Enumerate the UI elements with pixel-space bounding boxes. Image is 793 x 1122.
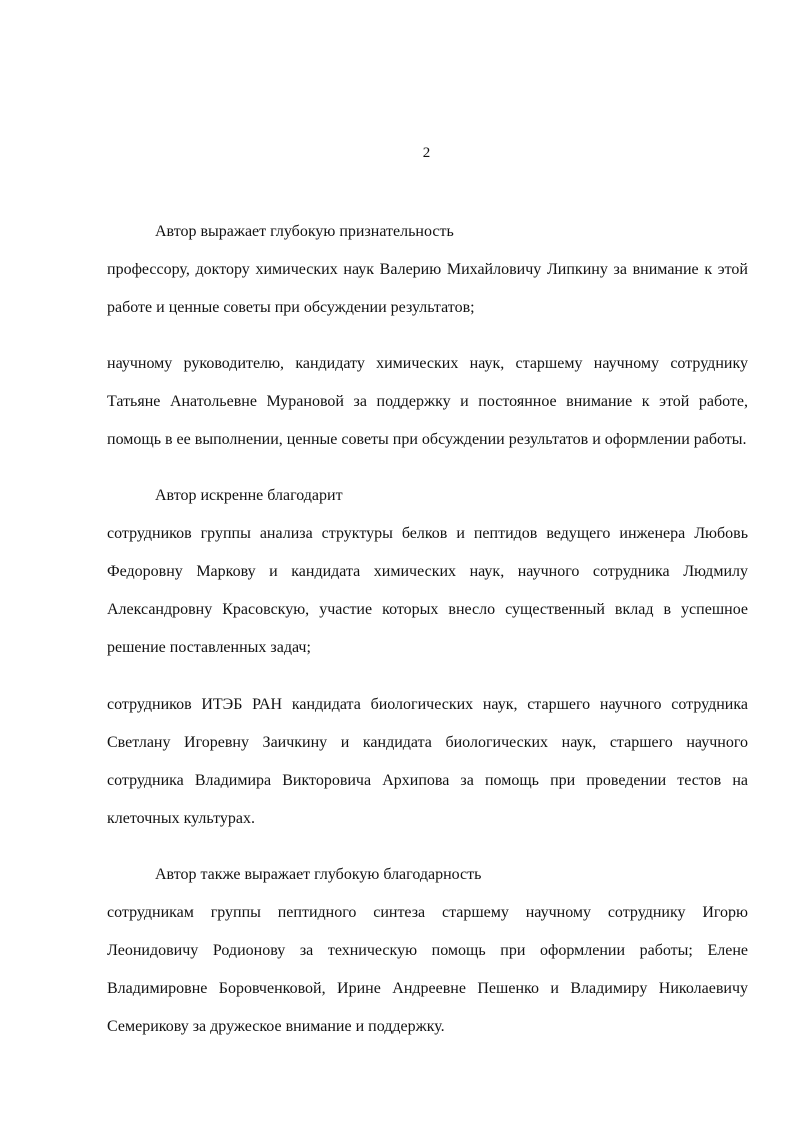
- text-line: научному руководителю, кандидату химических наук, старшему научному сотруднику: [107, 355, 748, 372]
- text-line: решение поставленных задач;: [107, 639, 311, 656]
- text-line: Владимировне Боровченковой, Ирине Андреевне Пешенко и Владимиру Николаевичу: [107, 980, 748, 997]
- text-line: профессору, доктору химических наук Валерию Михайловичу Липкину за внимание к этой: [107, 261, 748, 278]
- text-line: сотрудника Владимира Викторовича Архипова за помощь при проведении тестов на: [107, 772, 748, 789]
- text-line: сотрудникам группы пептидного синтеза старшему научному сотруднику Игорю: [107, 904, 748, 921]
- text-line: клеточных культурах.: [107, 810, 255, 827]
- paragraph-intro: Автор выражает глубокую признательность: [155, 223, 454, 240]
- text-line: Светлану Игоревну Заичкину и кандидата биологических наук, старшего научного: [107, 734, 748, 751]
- text-line: сотрудников группы анализа структуры белков и пептидов ведущего инженера Любовь: [107, 525, 748, 542]
- text-line: сотрудников ИТЭБ РАН кандидата биологических наук, старшего научного сотрудника: [107, 696, 748, 713]
- text-line: Федоровну Маркову и кандидата химических наук, научного сотрудника Людмилу: [107, 563, 748, 580]
- text-line: работе и ценные советы при обсуждении результатов;: [107, 299, 475, 316]
- text-line: Александровну Красовскую, участие которых внесло существенный вклад в успешное: [107, 601, 748, 618]
- page-number: 2: [422, 145, 431, 161]
- paragraph-intro: Автор также выражает глубокую благодарность: [155, 866, 482, 883]
- text-line: Семерикову за дружеское внимание и поддержку.: [107, 1018, 445, 1035]
- text-line: Леонидовичу Родионову за техническую помощь при оформлении работы; Елене: [107, 942, 748, 959]
- paragraph-intro: Автор искренне благодарит: [155, 487, 343, 504]
- text-line: Татьяне Анатольевне Мурановой за поддержку и постоянное внимание к этой работе,: [107, 393, 748, 410]
- text-line: помощь в ее выполнении, ценные советы при обсуждении результатов и оформлении работы.: [107, 431, 747, 448]
